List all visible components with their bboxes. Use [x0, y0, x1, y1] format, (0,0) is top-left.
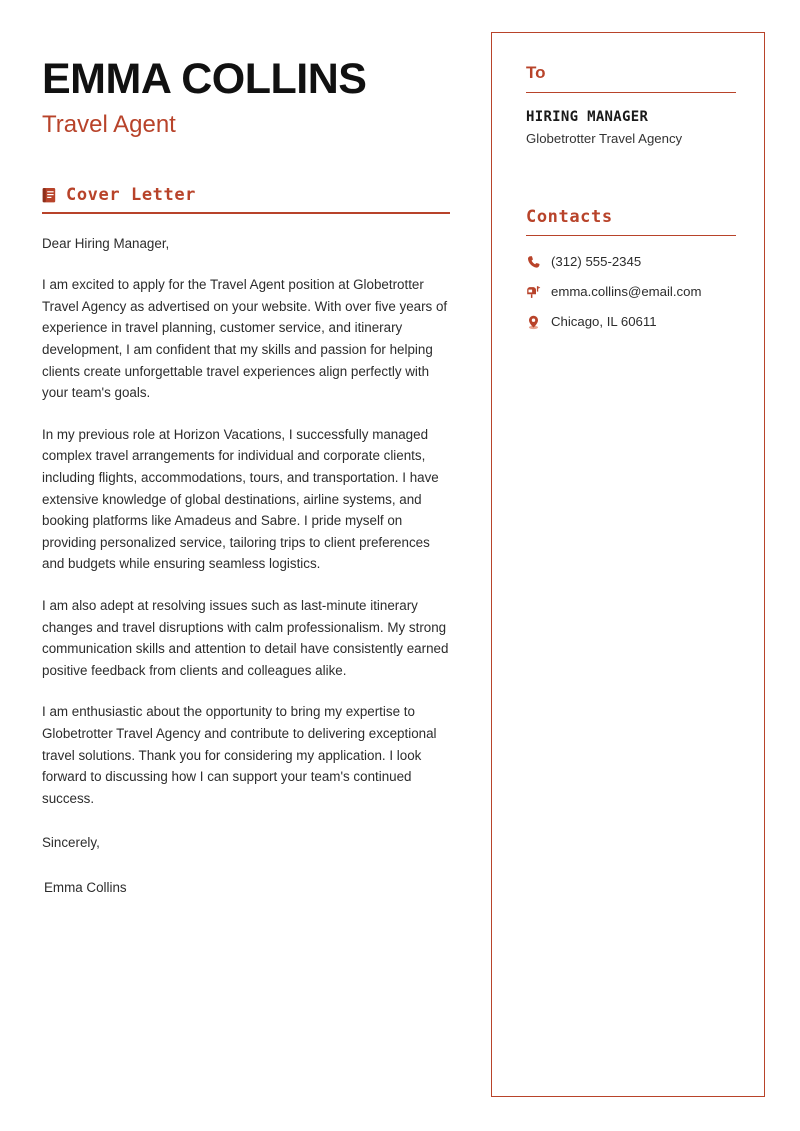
to-heading: To: [526, 63, 546, 82]
letter-paragraph: I am also adept at resolving issues such as last-minute itinerary changes and travel disruptions with calm professionalism. My strong communication skills and attention to detail have consistently earned positive feedback from clients and colleagues alike.: [42, 597, 449, 678]
contact-item-location[interactable]: [526, 313, 736, 330]
contacts-divider: [526, 235, 736, 236]
signature-name: Emma Collins: [44, 879, 127, 895]
page-title: EMMA COLLINS: [42, 55, 367, 103]
contact-value: (312) 555-2345: [551, 254, 642, 270]
job-title: Travel Agent: [42, 111, 176, 138]
contact-item-email[interactable]: [526, 283, 736, 300]
salutation: Dear Hiring Manager,: [42, 235, 170, 251]
recipient-organization: Globetrotter Travel Agency: [526, 130, 683, 146]
mailbox-icon: [526, 284, 541, 300]
contacts-heading: Contacts: [526, 207, 613, 228]
to-divider: [526, 92, 736, 93]
letter-paragraph: In my previous role at Horizon Vacations, I successfully managed complex travel arrangements for individual and corporate clients, including flights, accommodations, tours, and transportation. I have extensive knowledge of global destinations, airline systems, and booking platforms like Amadeus and Sabre. I pride myself on providing personalized service, tailoring trips to client preferences and budgets while ensuring seamless logistics.: [42, 426, 439, 572]
contact-value: Chicago, IL 60611: [551, 314, 657, 330]
phone-icon: [526, 254, 541, 270]
cover-letter-section-header: [42, 185, 450, 213]
closing-line: Sincerely,: [42, 835, 100, 851]
contact-list: [526, 253, 736, 330]
sidebar-panel: [491, 32, 765, 1097]
letter-paragraph: I am excited to apply for the Travel Agent position at Globetrotter Travel Agency as advertised on your website. With over five years of experience in travel planning, customer service, and itinerary development, I am confident that my skills and passion for helping clients create unforgettable travel experiences align perfectly with your team's goals.: [42, 277, 448, 401]
contact-item-phone[interactable]: [526, 253, 736, 270]
contact-value: emma.collins@email.com: [551, 284, 702, 300]
recipient-block: [526, 64, 736, 147]
contacts-block: [526, 208, 736, 331]
section-title: Cover Letter: [66, 185, 197, 206]
sidebar-content: [526, 64, 736, 344]
scroll-icon: [42, 187, 57, 204]
section-divider: [42, 212, 450, 213]
letter-column: [42, 55, 454, 898]
recipient-name: HIRING MANAGER: [526, 109, 649, 126]
letter-paragraph: I am enthusiastic about the opportunity to bring my expertise to Globetrotter Travel Agency and contribute to delivering exceptional travel solutions. Thank you for considering my application. I look forward to discussing how I can support your team's continued success.: [42, 704, 437, 806]
location-pin-icon: [526, 314, 541, 330]
